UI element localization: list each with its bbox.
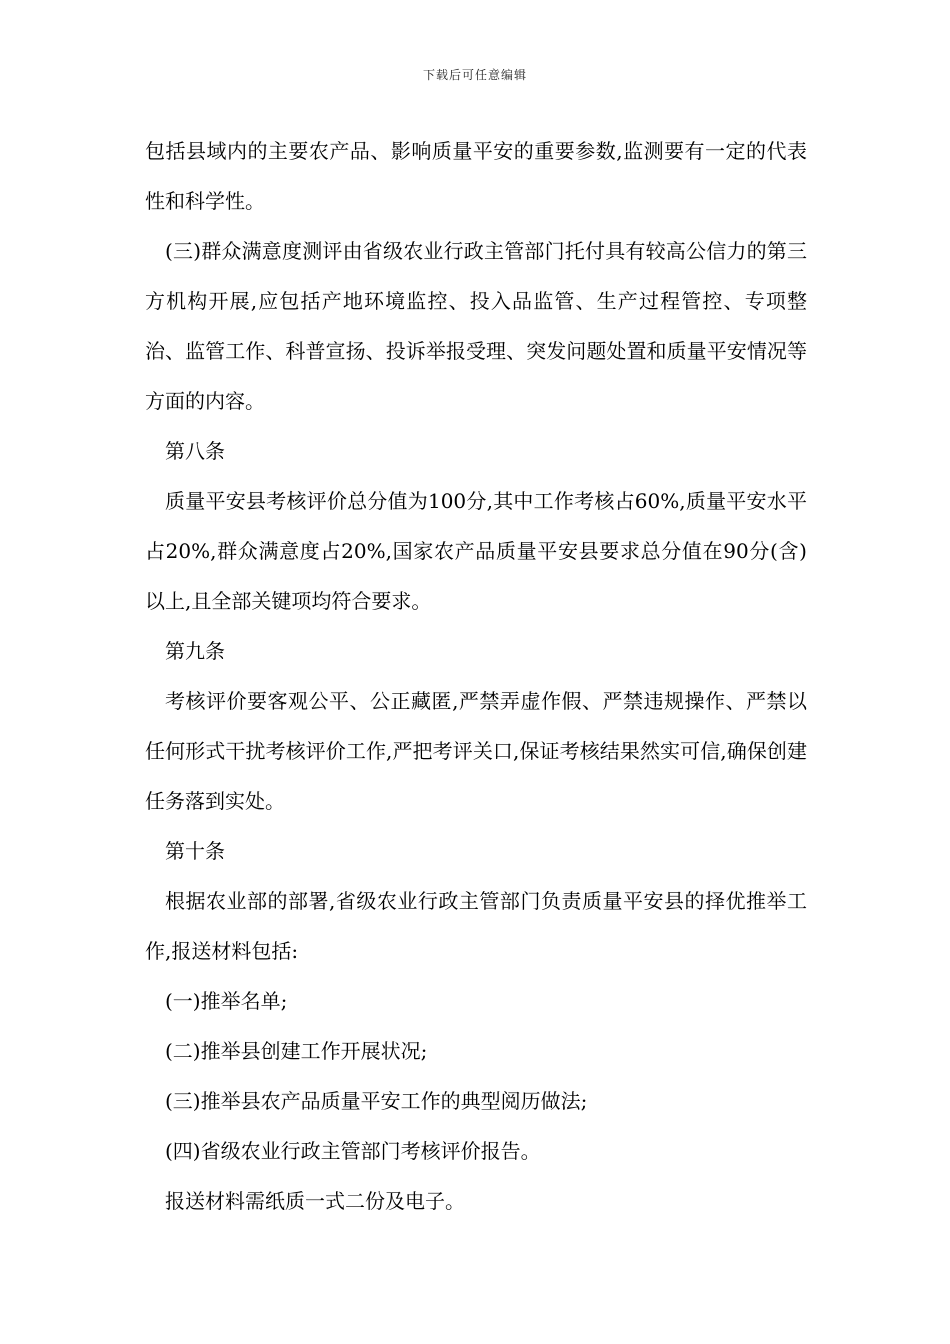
paragraph-article-8: 质量平安县考核评价总分值为100分,其中工作考核占60%,质量平安水平占20%,群众满意度占20%,国家农产品质量平安县要求总分值在90分(含)以上,且全部关键项均符合要求。 xyxy=(145,489,807,613)
paragraph-2: (三)群众满意度测评由省级农业行政主管部门托付具有较高公信力的第三方机构开展,应包括产地环境监控、投入品监管、生产过程管控、专项整治、监管工作、科普宣扬、投诉举报受理、突发问题处置和质量平安情况等方面的内容。 xyxy=(145,239,807,413)
list-item-1: (一)推举名单; xyxy=(165,989,288,1013)
paragraph-1: 包括县域内的主要农产品、影响质量平安的重要参数,监测要有一定的代表性和科学性。 xyxy=(145,139,807,213)
list-item-2: (二)推举县创建工作开展状况; xyxy=(165,1039,428,1063)
page-header: 下载后可任意编辑 xyxy=(422,68,527,82)
paragraph-submission: 报送材料需纸质一式二份及电子。 xyxy=(165,1189,465,1213)
article-9-heading: 第九条 xyxy=(165,639,225,663)
paragraph-article-9: 考核评价要客观公平、公正藏匿,严禁弄虚作假、严禁违规操作、严禁以任何形式干扰考核评价工作,严把考评关口,保证考核结果然实可信,确保创建任务落到实处。 xyxy=(145,689,807,813)
list-item-3: (三)推举县农产品质量平安工作的典型阅历做法; xyxy=(165,1089,588,1113)
paragraph-article-10: 根据农业部的部署,省级农业行政主管部门负责质量平安县的择优推举工作,报送材料包括: xyxy=(145,889,807,963)
article-10-heading: 第十条 xyxy=(165,839,225,863)
document-body xyxy=(145,126,807,1226)
article-8-heading: 第八条 xyxy=(165,439,225,463)
list-item-4: (四)省级农业行政主管部门考核评价报告。 xyxy=(165,1139,541,1163)
